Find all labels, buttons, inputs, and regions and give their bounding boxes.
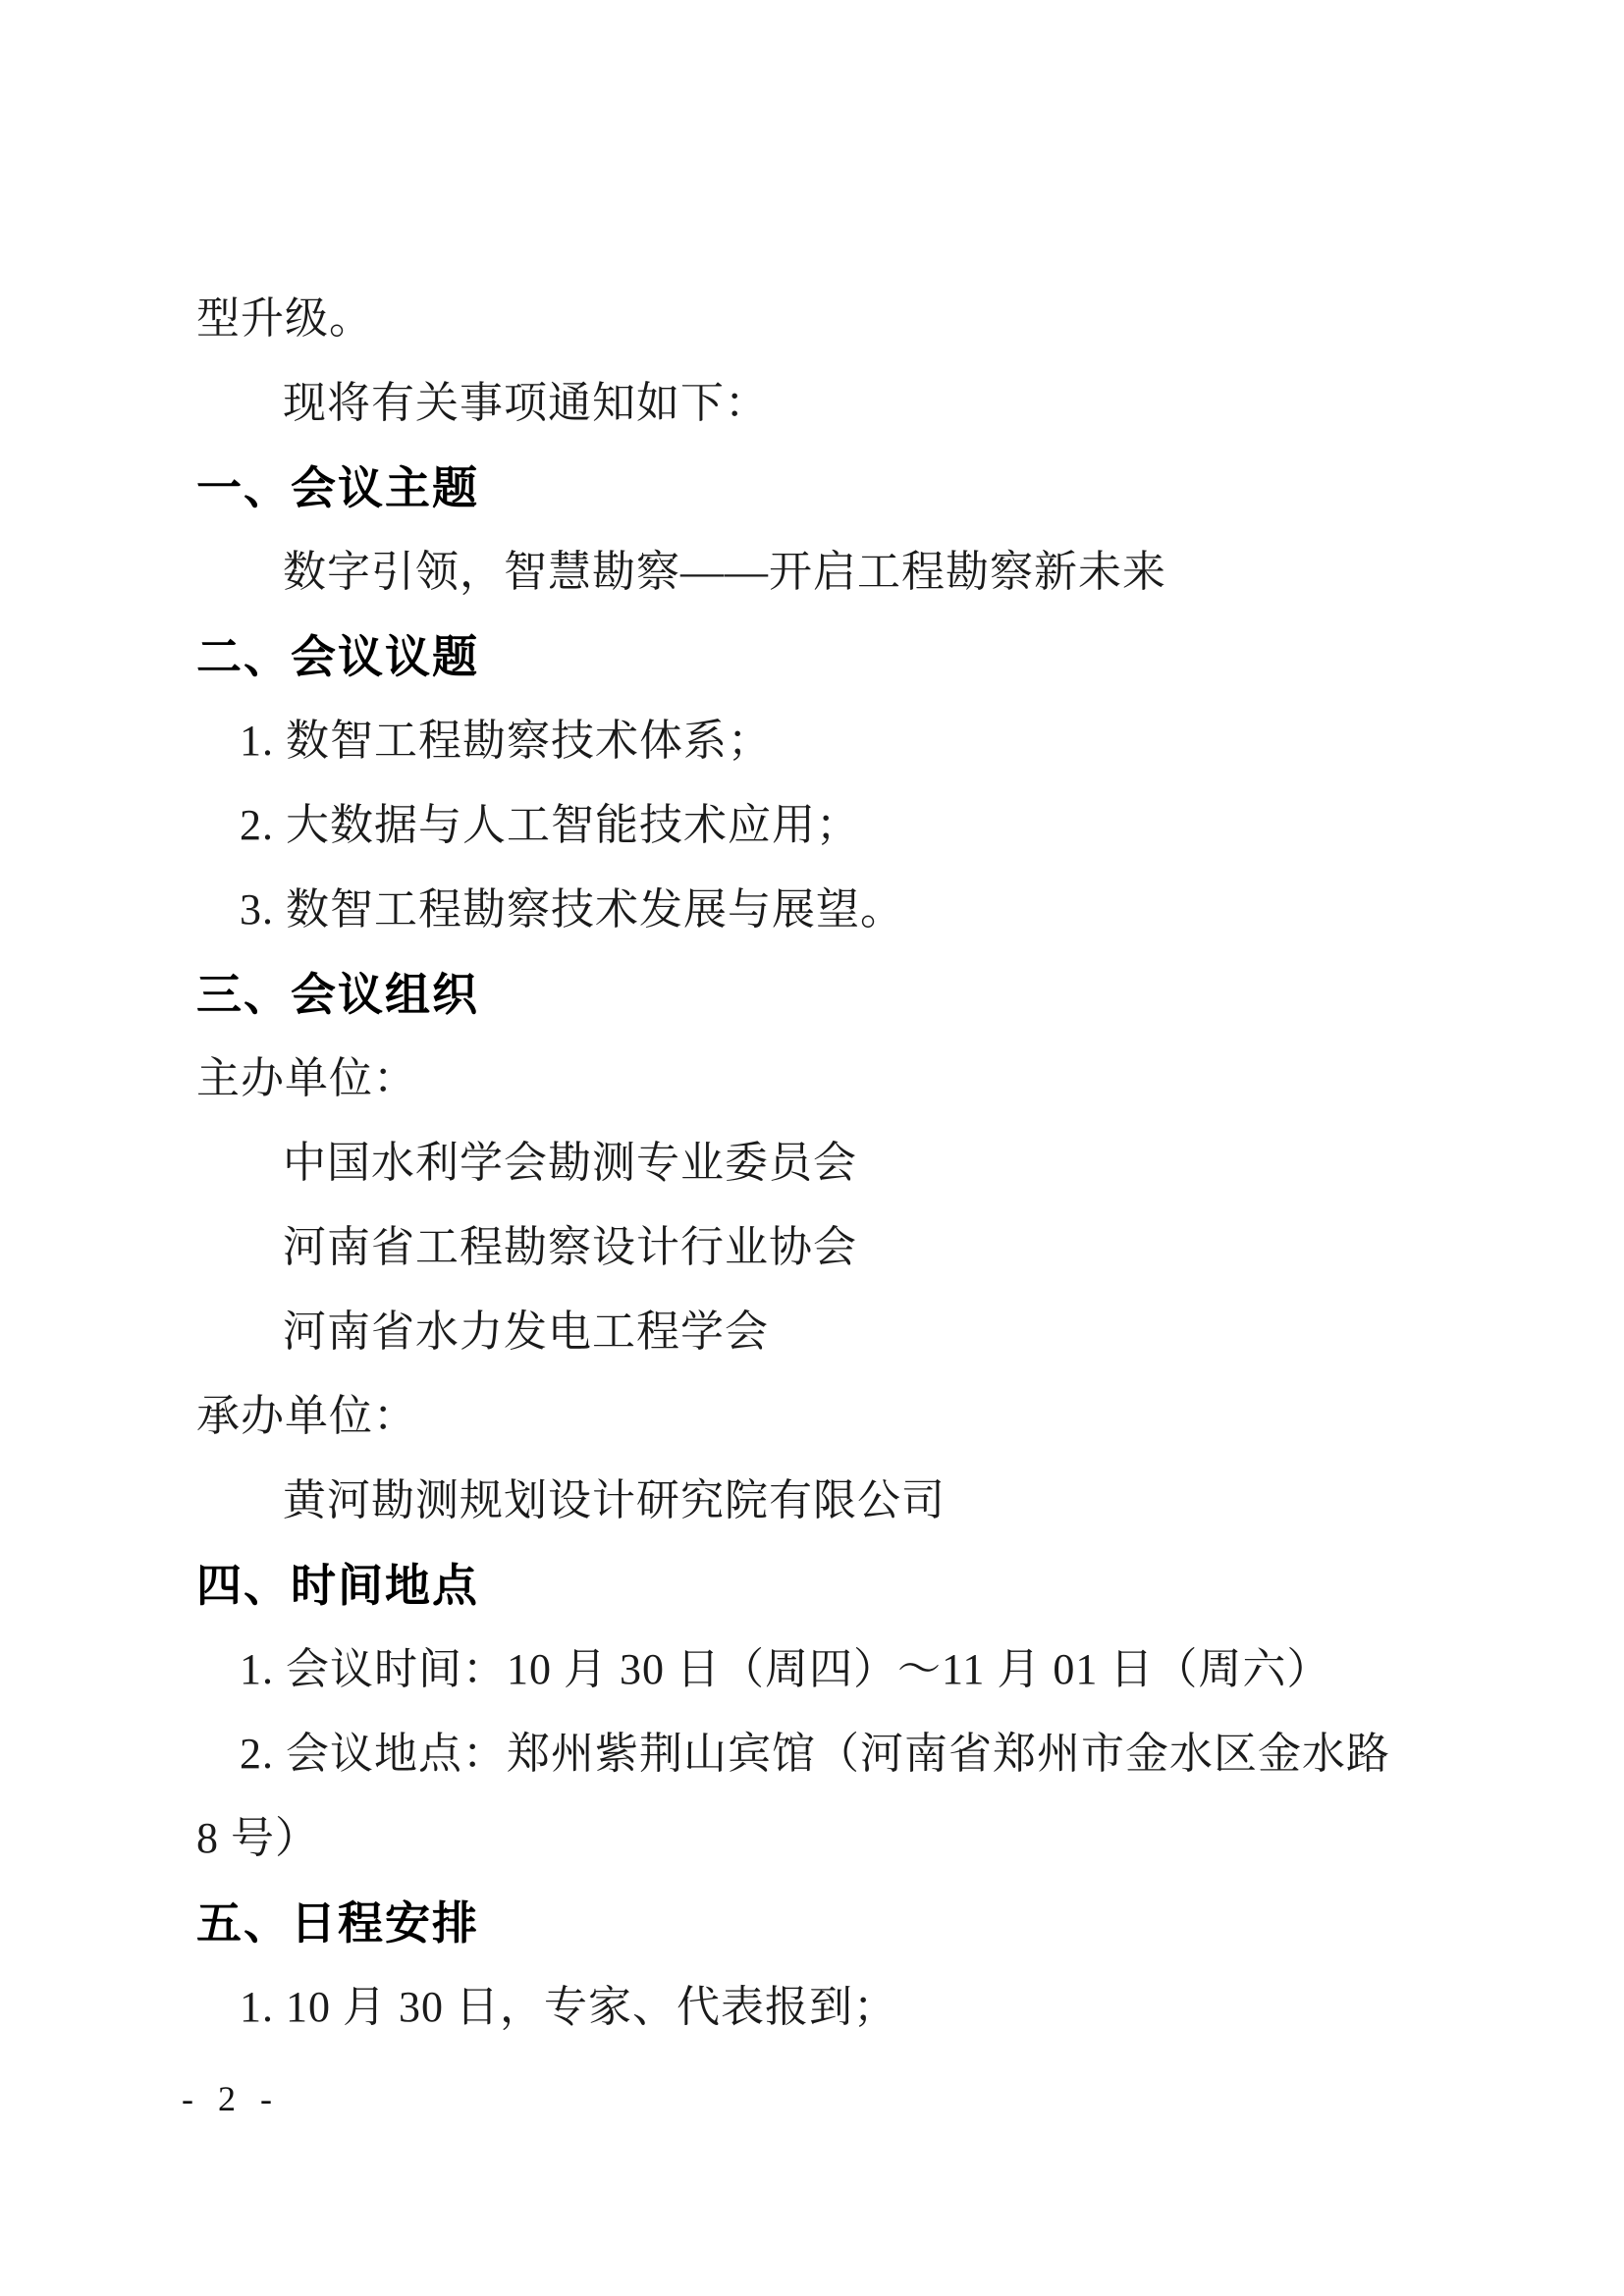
host-unit-2: 河南省工程勘察设计行业协会 [283,1223,857,1271]
intro-paragraph: 现将有关事项通知如下： [283,379,769,427]
section-2-heading-meeting-topics: 二、会议议题 [196,631,479,682]
section-5-heading-schedule: 五、日程安排 [196,1897,479,1949]
section-1-heading-meeting-theme: 一、会议主题 [196,462,479,513]
topic-item-2: 2. 大数据与人工智能技术应用； [240,801,860,849]
host-unit-3: 河南省水力发电工程学会 [283,1308,769,1356]
page-number: - 2 - [182,2079,280,2118]
host-units-label: 主办单位： [196,1054,417,1102]
section-4-heading-time-location: 四、时间地点 [196,1560,479,1611]
meeting-location-wrap-line: 8 号） [196,1814,319,1862]
document-body [196,277,1443,2050]
meeting-time-line: 1. 会议时间：10 月 30 日（周四）～11 月 01 日（周六） [240,1645,1331,1693]
meeting-theme-text: 数字引领，智慧勘察——开启工程勘察新未来 [283,548,1166,596]
schedule-item-1: 1. 10 月 30 日，专家、代表报到； [240,1983,897,2031]
topic-item-3: 3. 数智工程勘察技术发展与展望。 [240,885,904,934]
host-unit-1: 中国水利学会勘测专业委员会 [283,1139,857,1187]
organizer-units-label: 承办单位： [196,1392,417,1440]
meeting-location-line: 2. 会议地点：郑州紫荆山宾馆（河南省郑州市金水区金水路 [240,1730,1390,1778]
topic-item-1: 1. 数智工程勘察技术体系； [240,717,772,765]
section-3-heading-meeting-organization: 三、会议组织 [196,969,479,1020]
organizer-unit-1: 黄河勘测规划设计研究院有限公司 [283,1476,946,1524]
paragraph-continuation: 型升级。 [196,294,373,343]
